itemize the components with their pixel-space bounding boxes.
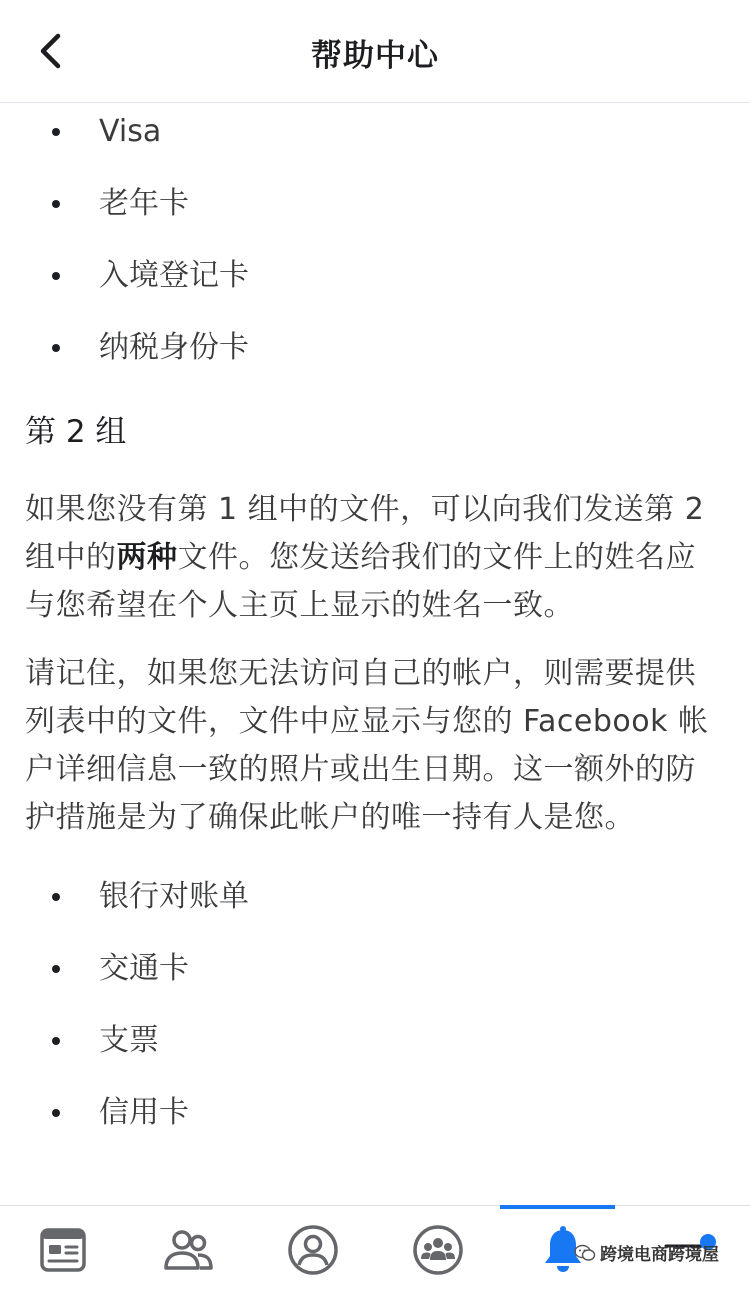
document-list-group-2 xyxy=(25,868,724,1156)
list-item xyxy=(25,940,724,1012)
bullet xyxy=(52,272,60,280)
list-item-label: 信用卡 xyxy=(99,1095,189,1130)
list-item xyxy=(25,175,724,247)
bullet xyxy=(52,200,60,208)
list-item xyxy=(25,1012,724,1084)
tab-groups[interactable] xyxy=(375,1206,500,1293)
paragraph-text: 文件。您发送给我们的文件上的姓名应与您希望在个人主页上显示的姓名一致。 xyxy=(25,540,696,623)
bullet xyxy=(52,1037,60,1045)
list-item xyxy=(25,247,724,319)
friends-icon xyxy=(162,1226,214,1274)
bullet xyxy=(52,893,60,901)
page-title: 帮助中心 xyxy=(311,38,439,74)
wechat-icon xyxy=(574,1244,596,1262)
group-2-heading: 第 2 组 xyxy=(25,414,127,450)
list-item xyxy=(25,868,724,940)
paragraph-text: 如果您没有第 1 组中的文件，可以向我们发送第 2 组中的 xyxy=(25,492,705,575)
groups-icon xyxy=(412,1224,464,1276)
list-item-label: 纳税身份卡 xyxy=(99,330,249,365)
profile-icon xyxy=(287,1224,339,1276)
list-item-label: 交通卡 xyxy=(99,951,189,986)
group-2-description xyxy=(25,486,724,630)
list-item xyxy=(25,103,724,175)
document-list-group-1 xyxy=(25,103,724,391)
watermark xyxy=(574,1240,719,1265)
watermark-text: 跨境电商跨境屋 xyxy=(600,1245,719,1265)
reminder-paragraph: 请记住，如果您无法访问自己的帐户，则需要提供列表中的文件，文件中应显示与您的 Facebook 帐户详细信息一致的照片或出生日期。这一额外的防护措施是为了确保此帐户的唯一持有人是您。 xyxy=(25,656,709,835)
bullet xyxy=(52,128,60,136)
list-item-label: Visa xyxy=(99,114,162,149)
list-item xyxy=(25,1084,724,1156)
tab-friends[interactable] xyxy=(125,1206,250,1293)
bullet xyxy=(52,965,60,973)
tab-news-feed[interactable] xyxy=(0,1206,125,1293)
bullet xyxy=(52,1109,60,1117)
news-feed-icon xyxy=(39,1226,87,1274)
help-article xyxy=(0,103,750,1205)
list-item-label: 支票 xyxy=(99,1023,159,1058)
bullet xyxy=(52,344,60,352)
tab-profile[interactable] xyxy=(250,1206,375,1293)
header xyxy=(0,0,750,103)
list-item xyxy=(25,319,724,391)
emphasis-text: 两种 xyxy=(116,540,178,575)
list-item-label: 银行对账单 xyxy=(99,879,249,914)
list-item-label: 入境登记卡 xyxy=(99,258,249,293)
list-item-label: 老年卡 xyxy=(99,186,189,221)
